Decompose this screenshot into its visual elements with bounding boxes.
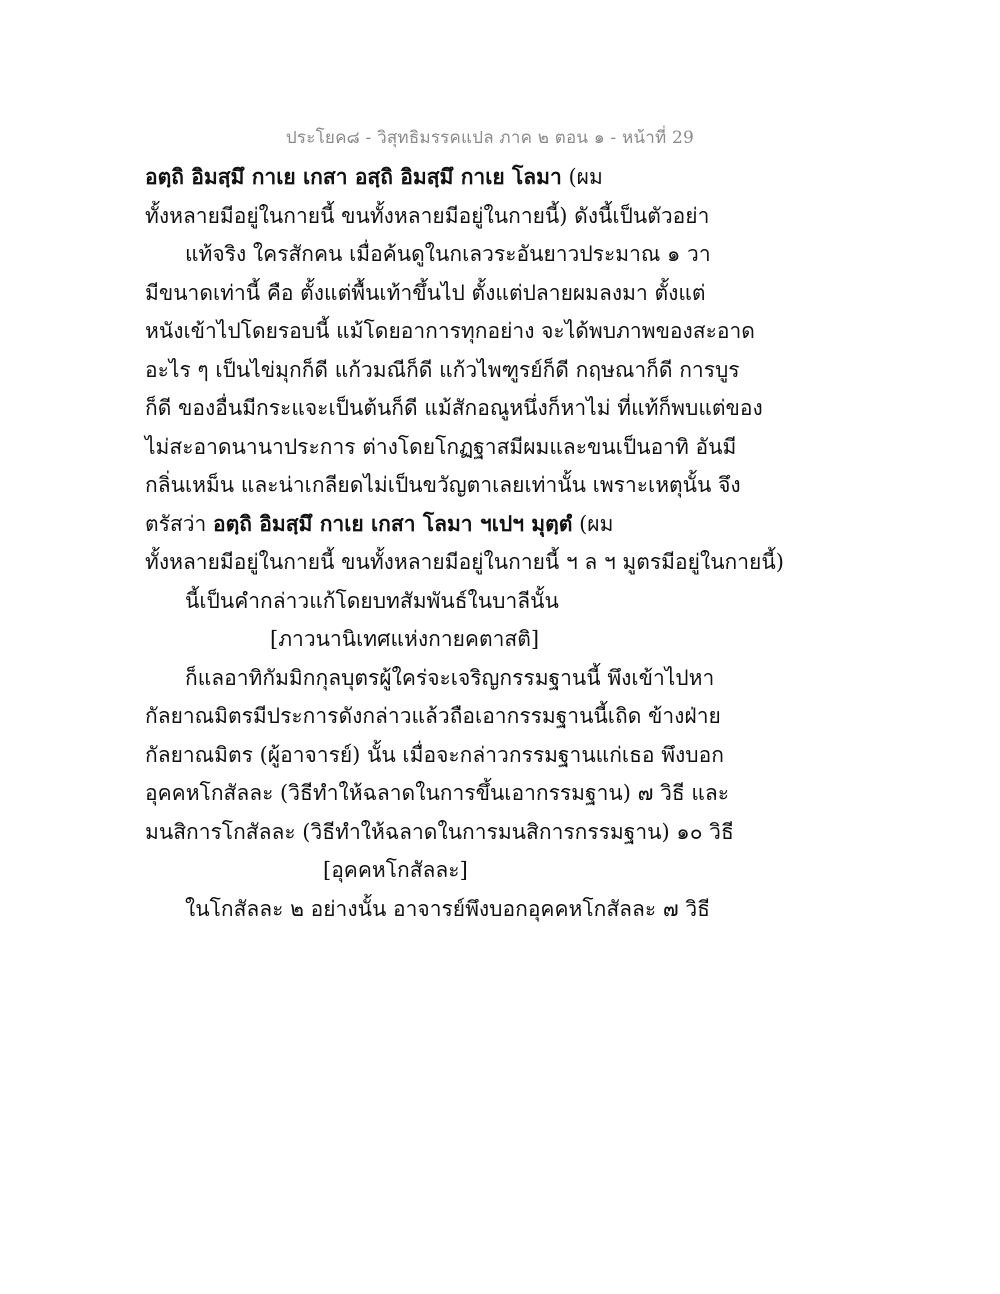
pali-quote: อตฺถิ อิมสฺมึ กาเย เกสา อสฺถิ อิมสฺมึ กาเย โลมา — [145, 164, 562, 189]
text-line: ทั้งหลายมีอยู่ในกายนี้ ขนทั้งหลายมีอยู่ในกายนี้ ฯ ล ฯ มูตรมีอยู่ในกายนี้) — [145, 550, 784, 574]
text-line: มนสิการโกสัลละ (วิธีทำให้ฉลาดในการมนสิการกรรมฐาน) ๑๐ วิธี — [145, 819, 734, 844]
page-header: ประโยค๘ - วิสุทธิมรรคแปล ภาค ๒ ตอน ๑ - หน้าที่ 29 — [285, 128, 694, 148]
section-heading: [อุคคหโกสัลละ] — [323, 858, 468, 882]
text-line: หนังเข้าไปโดยรอบนี้ แม้โดยอาการทุกอย่าง จะได้พบภาพของสะอาด — [145, 319, 755, 343]
paragraph-start: นี้เป็นคำกล่าวแก้โดยบทสัมพันธ์ในบาลีนั้น — [185, 588, 559, 613]
text-span: (ผม — [572, 511, 614, 536]
text-line: ทั้งหลายมีอยู่ในกายนี้ ขนทั้งหลายมีอยู่ในกายนี้) ดังนี้เป็นตัวอย่า — [145, 203, 710, 228]
text-line — [145, 505, 865, 544]
text-line: มีขนาดเท่านี้ คือ ตั้งแต่พื้นเท้าขึ้นไป ตั้งแต่ปลายผมลงมา ตั้งแต่ — [145, 280, 706, 305]
pali-quote: อตฺถิ อิมสฺมึ กาเย เกสา โลมา ฯเปฯ มุตฺตํ — [213, 510, 573, 536]
text-line: กัลยาณมิตร (ผู้อาจารย์) นั้น เมื่อจะกล่าวกรรมฐานแก่เธอ พึงบอก — [145, 742, 724, 767]
section-heading: [ภาวนานิเทศแห่งกายคตาสติ] — [270, 627, 540, 651]
text-line — [145, 158, 865, 197]
paragraph-start: แท้จริง ใครสักคน เมื่อค้นดูในกเลวระอันยาวประมาณ ๑ วา — [185, 242, 711, 266]
body-text — [145, 158, 865, 928]
text-line: กลิ่นเหม็น และน่าเกลียดไม่เป็นขวัญตาเลยเท่านั้น เพราะเหตุนั้น จึง — [145, 473, 741, 497]
text-line: อะไร ๆ เป็นไข่มุกก็ดี แก้วมณีก็ดี แก้วไพฑูรย์ก็ดี กฤษณาก็ดี การบูร — [145, 357, 740, 382]
paragraph-start: ในโกสัลละ ๒ อย่างนั้น อาจารย์พึงบอกอุคคหโกสัลละ ๗ วิธี — [185, 896, 710, 921]
paragraph-start: ก็แลอาทิกัมมิกกุลบุตรผู้ใคร่จะเจริญกรรมฐานนี้ พึงเข้าไปหา — [185, 665, 715, 690]
text-line: ก็ดี ของอื่นมีกระแจะเป็นต้นก็ดี แม้สักอณูหนึ่งก็หาไม่ ที่แท้ก็พบแต่ของ — [145, 396, 763, 420]
text-line: อุคคหโกสัลละ (วิธีทำให้ฉลาดในการขึ้นเอากรรมฐาน) ๗ วิธี และ — [145, 781, 730, 805]
text-span: ตรัสว่า — [145, 511, 213, 536]
text-line: กัลยาณมิตรมีประการดังกล่าวแล้วถือเอากรรมฐานนี้เถิด ข้างฝ่าย — [145, 704, 721, 728]
text-span: (ผม — [561, 165, 603, 189]
text-line: ไม่สะอาดนานาประการ ต่างโดยโกฏฐาสมีผมและขนเป็นอาทิ อันมี — [145, 434, 737, 459]
